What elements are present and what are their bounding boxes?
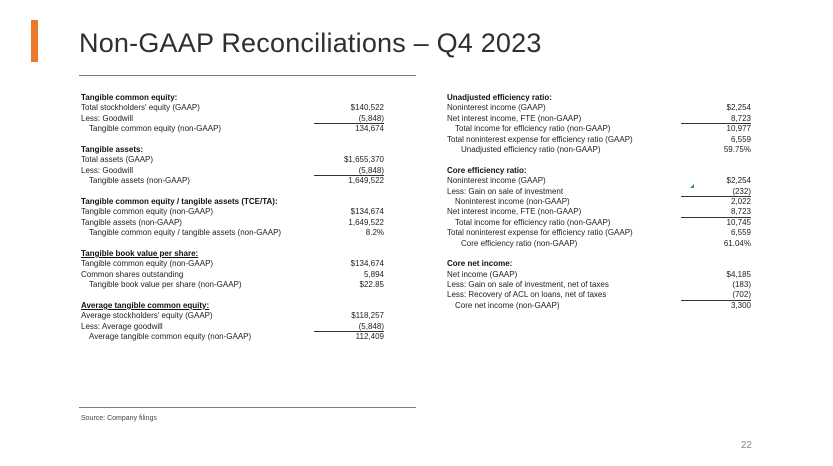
row-value: 59.75% — [723, 144, 751, 154]
section-core-efficiency-ratio — [447, 166, 751, 249]
table-row — [447, 218, 751, 228]
table-row — [81, 270, 384, 280]
section-heading: Tangible assets: — [81, 144, 144, 154]
row-label: Core net income (non-GAAP) — [455, 300, 560, 310]
section-heading: Average tangible common equity: — [81, 300, 210, 310]
row-value: 6,559 — [730, 134, 751, 144]
table-row — [447, 197, 751, 207]
row-value: 5,894 — [363, 269, 384, 279]
section-heading: Tangible common equity / tangible assets (TCE/TA): — [81, 196, 278, 206]
row-value: (5,848) — [314, 322, 384, 332]
source-note: Source: Company filings — [81, 415, 157, 422]
table-row — [81, 332, 384, 342]
row-value: 134,674 — [355, 124, 384, 134]
row-label: Tangible common equity (non-GAAP) — [81, 259, 214, 269]
row-value: (5,848) — [314, 166, 384, 176]
row-value: 8,723 — [681, 114, 751, 124]
row-value: (702) — [681, 290, 751, 300]
row-value: (183) — [732, 280, 751, 290]
table-row — [447, 103, 751, 113]
row-label: Total assets (GAAP) — [81, 155, 154, 165]
row-label: Tangible assets (non-GAAP) — [81, 217, 182, 227]
row-label: Less: Goodwill — [81, 113, 134, 123]
table-row — [447, 301, 751, 311]
row-label: Less: Average goodwill — [81, 321, 163, 331]
row-label: Total noninterest expense for efficiency ratio (GAAP) — [447, 228, 633, 238]
table-row — [81, 218, 384, 228]
row-label: Core efficiency ratio (non-GAAP) — [461, 238, 578, 248]
table-row — [447, 207, 751, 217]
table-row — [81, 311, 384, 321]
page-number: 22 — [740, 440, 752, 451]
title-accent-bar — [31, 20, 38, 62]
row-label: Noninterest income (GAAP) — [447, 103, 546, 113]
row-label: Net interest income, FTE (non-GAAP) — [447, 207, 582, 217]
row-value: 3,300 — [730, 300, 751, 310]
row-value: 10,977 — [726, 124, 751, 134]
table-row — [81, 280, 384, 290]
row-value: (232) — [681, 187, 751, 197]
row-value: 1,649,522 — [348, 217, 384, 227]
table-row — [447, 114, 751, 124]
section-heading: Core efficiency ratio: — [447, 165, 527, 175]
section-tangible-common-equity — [81, 93, 384, 135]
row-label: Total income for efficiency ratio (non-GAAP) — [455, 124, 611, 134]
row-label: Common shares outstanding — [81, 269, 184, 279]
row-value: (5,848) — [314, 114, 384, 124]
section-unadjusted-efficiency-ratio — [447, 93, 751, 155]
row-value: 8,723 — [681, 207, 751, 217]
row-value: $2,254 — [726, 103, 751, 113]
table-row — [81, 166, 384, 176]
table-row — [447, 280, 751, 290]
table-row — [81, 176, 384, 186]
table-row — [81, 207, 384, 217]
table-row — [81, 322, 384, 332]
footer-divider — [79, 407, 416, 408]
table-row — [81, 103, 384, 113]
row-value: $118,257 — [351, 311, 384, 321]
row-value: $1,655,370 — [343, 155, 384, 165]
table-row — [447, 176, 751, 186]
section-heading: Core net income: — [447, 259, 513, 269]
section-tangible-common-equity-tangible-assets-tce-ta — [81, 197, 384, 239]
table-row — [447, 239, 751, 249]
row-value: 2,022 — [730, 196, 751, 206]
row-value: $134,674 — [350, 207, 384, 217]
row-value: $140,522 — [350, 103, 384, 113]
row-value: $22.85 — [359, 280, 384, 290]
table-row — [447, 228, 751, 238]
page-title: Non-GAAP Reconciliations – Q4 2023 — [79, 28, 542, 58]
row-value: $4,185 — [726, 269, 751, 279]
table-row — [447, 135, 751, 145]
row-label: Average tangible common equity (non-GAAP) — [89, 332, 252, 342]
section-tangible-assets — [81, 145, 384, 187]
table-row — [81, 155, 384, 165]
row-value: 10,745 — [726, 217, 751, 227]
table-row — [447, 270, 751, 280]
section-average-tangible-common-equity — [81, 301, 384, 343]
table-row — [447, 124, 751, 134]
table-row — [81, 114, 384, 124]
row-label: Total income for efficiency ratio (non-GAAP) — [455, 217, 611, 227]
section-core-net-income — [447, 259, 751, 311]
right-reconciliation-column — [447, 93, 751, 322]
table-row — [81, 259, 384, 269]
row-value: $134,674 — [350, 259, 384, 269]
row-label: Total stockholders' equity (GAAP) — [81, 103, 200, 113]
row-label: Net interest income, FTE (non-GAAP) — [447, 113, 582, 123]
section-heading: Tangible book value per share: — [81, 248, 199, 258]
row-label: Total noninterest expense for efficiency ratio (GAAP) — [447, 134, 633, 144]
row-label: Tangible common equity / tangible assets (non-GAAP) — [89, 228, 282, 238]
table-row — [447, 187, 751, 197]
row-label: Noninterest income (non-GAAP) — [455, 196, 570, 206]
cell-comment-marker — [690, 184, 694, 188]
row-label: Less: Goodwill — [81, 165, 134, 175]
row-label: Net income (GAAP) — [447, 269, 518, 279]
row-label: Less: Recovery of ACL on loans, net of taxes — [447, 290, 607, 300]
row-value: 112,409 — [355, 332, 384, 342]
row-label: Tangible assets (non-GAAP) — [89, 176, 190, 186]
row-label: Tangible book value per share (non-GAAP) — [89, 280, 242, 290]
section-heading: Unadjusted efficiency ratio: — [447, 93, 552, 102]
row-value: 61.04% — [723, 238, 751, 248]
row-label: Average stockholders' equity (GAAP) — [81, 311, 213, 321]
row-label: Less: Gain on sale of investment, net of taxes — [447, 280, 609, 290]
table-row — [447, 145, 751, 155]
title-divider — [79, 75, 416, 76]
left-reconciliation-column — [81, 93, 384, 353]
row-label: Tangible common equity (non-GAAP) — [81, 207, 214, 217]
row-label: Less: Gain on sale of investment — [447, 186, 564, 196]
row-value: 6,559 — [730, 228, 751, 238]
row-value: 8.2% — [365, 228, 384, 238]
section-heading: Tangible common equity: — [81, 93, 178, 102]
table-row — [81, 228, 384, 238]
table-row — [447, 290, 751, 300]
row-value: 1,649,522 — [348, 176, 384, 186]
row-label: Unadjusted efficiency ratio (non-GAAP) — [461, 144, 601, 154]
section-tangible-book-value-per-share — [81, 249, 384, 291]
row-value: $2,254 — [726, 176, 751, 186]
table-row — [81, 124, 384, 134]
row-label: Noninterest income (GAAP) — [447, 176, 546, 186]
row-label: Tangible common equity (non-GAAP) — [89, 124, 222, 134]
